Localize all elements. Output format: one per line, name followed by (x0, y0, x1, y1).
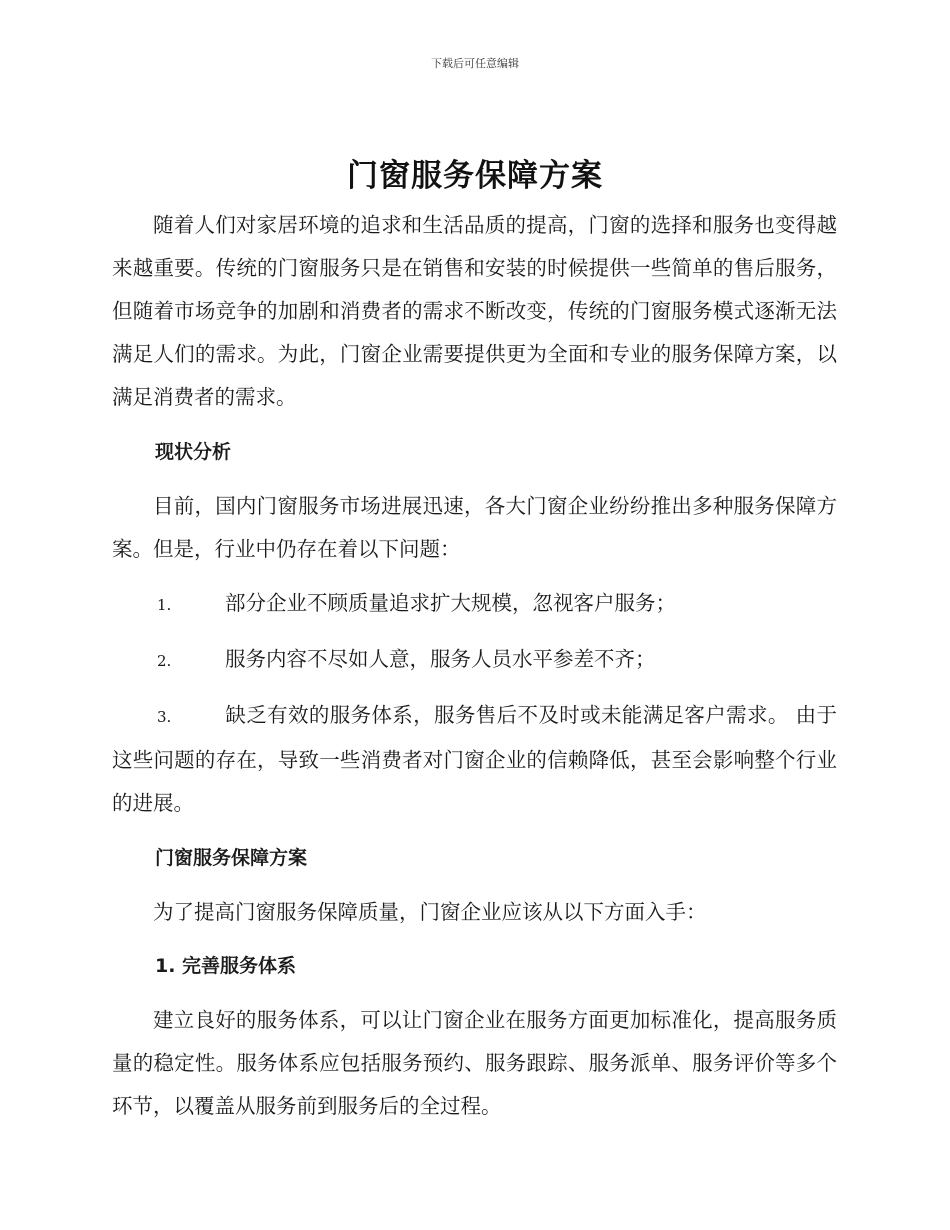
document-title: 门窗服务保障方案 (347, 158, 603, 194)
list-item (112, 582, 837, 627)
status-paragraph: 目前，国内门窗服务市场进展迅速，各大门窗企业纷纷推出多种服务保障方案。但是，行业中仍存在着以下问题： (112, 494, 837, 561)
list-item-number: 1. (157, 596, 172, 614)
service-system-paragraph: 建立良好的服务体系，可以让门窗企业在服务方面更加标准化，提高服务质量的稳定性。服务体系应包括服务预约、服务跟踪、服务派单、服务评价等多个环节，以覆盖从服务前到服务后的全过程。 (112, 1008, 837, 1118)
subsection-heading-service-system: 1. 完善服务体系 (155, 955, 297, 977)
list-item-text: 服务内容不尽如人意，服务人员水平参差不齐； (225, 647, 656, 671)
intro-paragraph: 随着人们对家居环境的追求和生活品质的提高，门窗的选择和服务也变得越来越重要。传统的门窗服务只是在销售和安装的时候提供一些简单的售后服务，但随着市场竞争的加剧和消费者的需求不断改变，传统的门窗服务模式逐渐无法满足人们的需求。为此，门窗企业需要提供更为全面和专业的服务保障方案，以满足消费者的需求。 (112, 213, 837, 409)
list-item-text: 部分企业不顾质量追求扩大规模，忽视客户服务； (225, 591, 676, 615)
plan-paragraph: 为了提高门窗服务保障质量，门窗企业应该从以下方面入手： (153, 900, 707, 924)
list-item (112, 694, 837, 825)
document-body (112, 204, 837, 1128)
list-item-number: 3. (157, 708, 172, 726)
list-item (112, 638, 837, 683)
list-item-number: 2. (157, 652, 172, 670)
section-heading-plan: 门窗服务保障方案 (155, 847, 308, 869)
list-item-text: 缺乏有效的服务体系，服务售后不及时或未能满足客户需求。 由于这些问题的存在，导致一些消费者对门窗企业的信赖降低，甚至会影响整个行业的进展。 (112, 703, 837, 815)
header-note: 下载后可任意编辑 (431, 57, 519, 70)
section-heading-status: 现状分析 (155, 441, 232, 463)
